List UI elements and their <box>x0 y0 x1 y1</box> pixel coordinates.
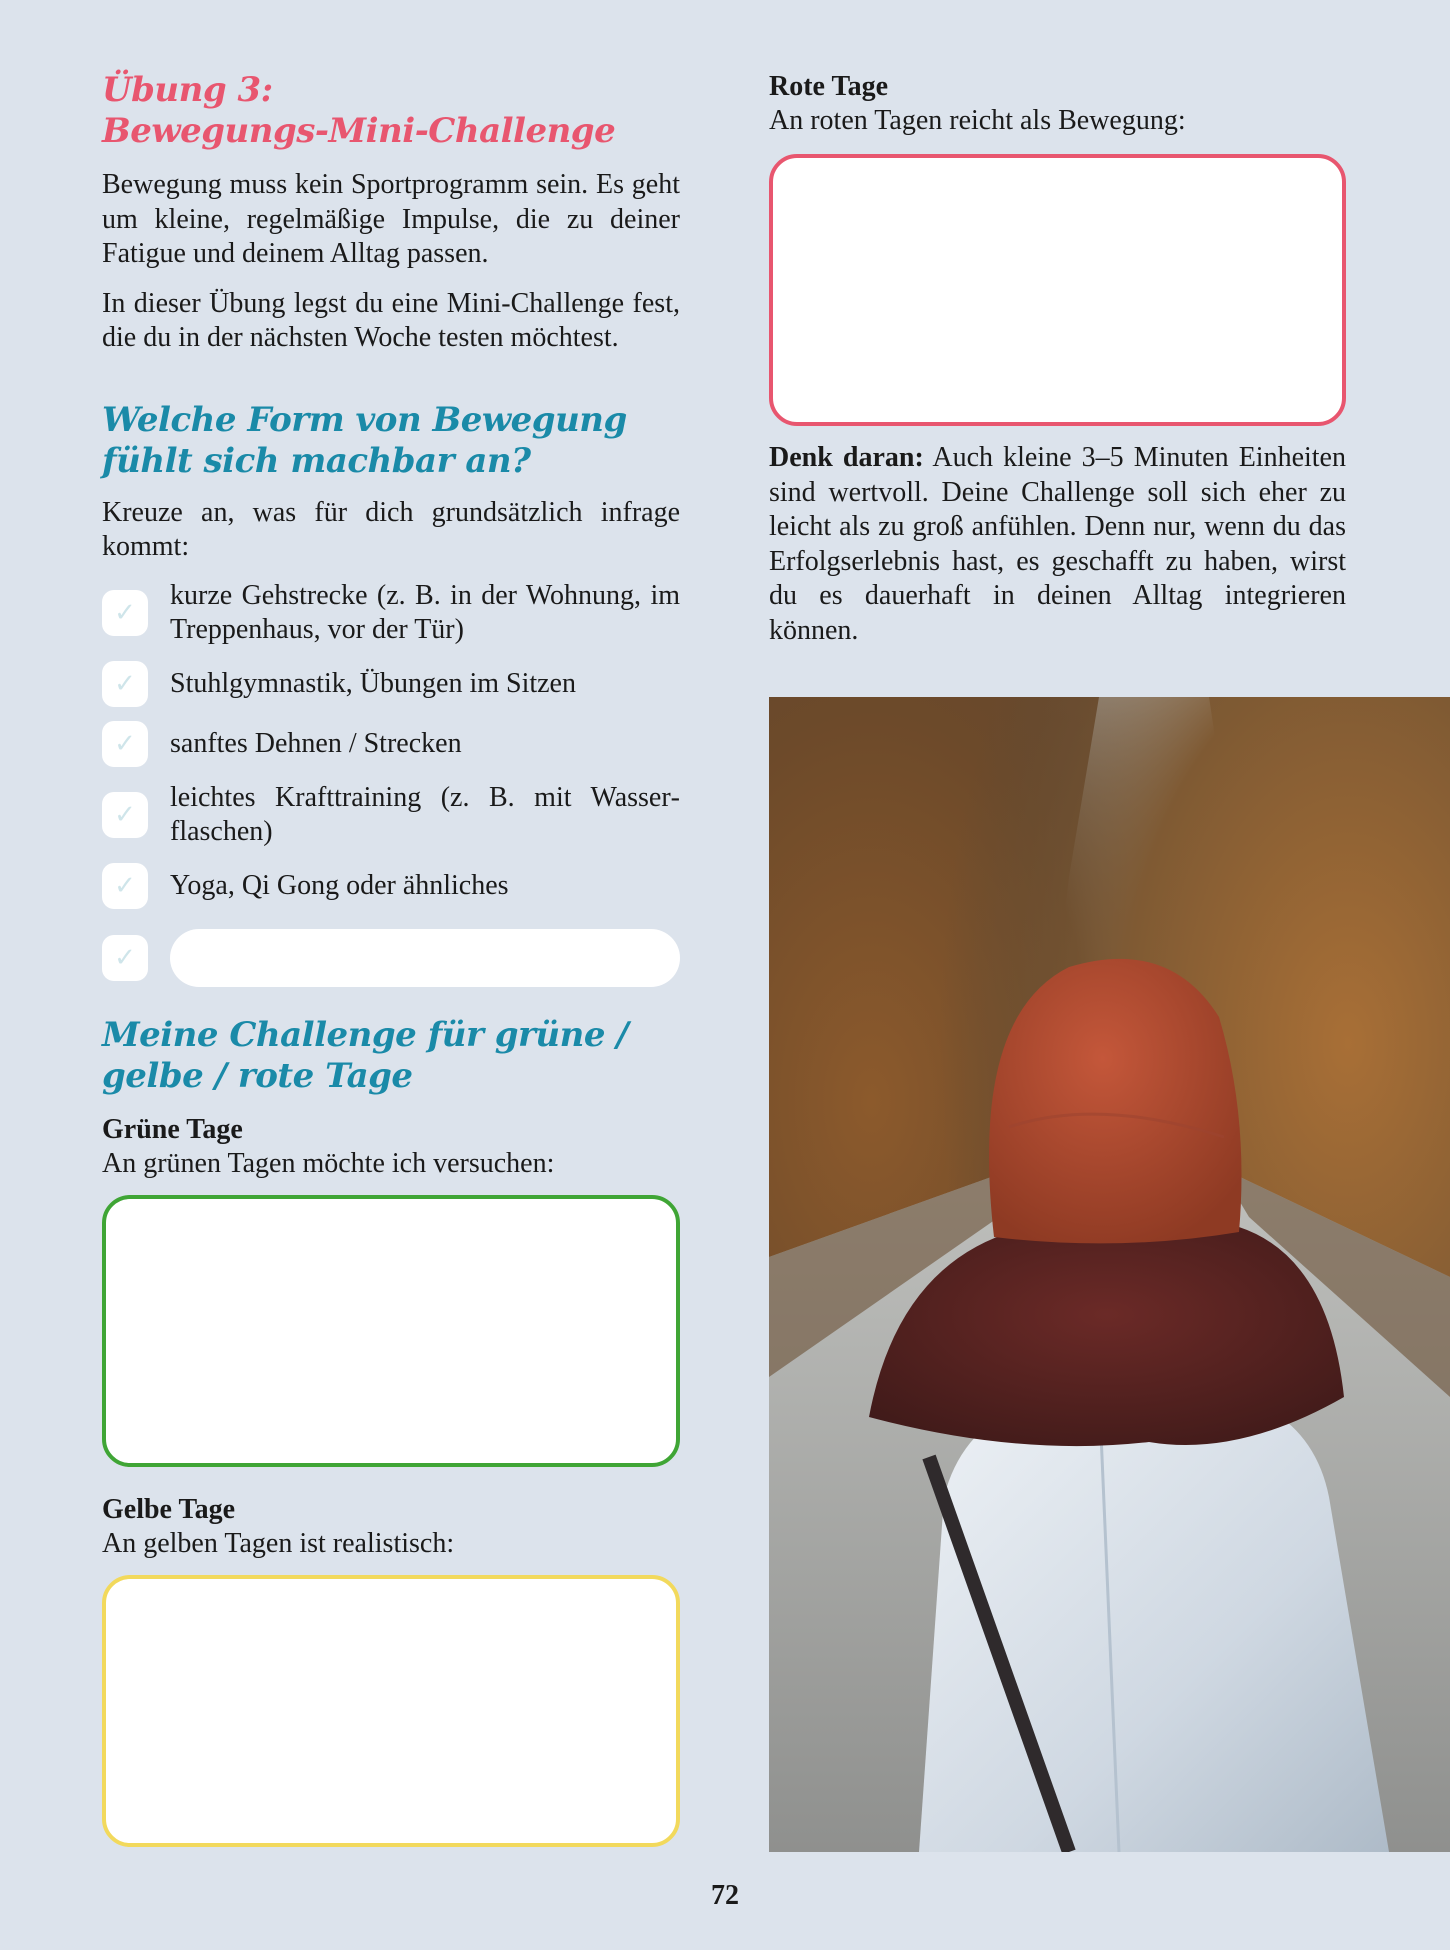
reminder-paragraph <box>769 441 1346 648</box>
green-days-prompt: An grünen Tagen möchte ich versuchen: <box>102 1147 555 1179</box>
checklist-item-chair-gymnastics[interactable] <box>102 661 680 707</box>
yellow-days-prompt: An gelben Tagen ist realistisch: <box>102 1527 455 1559</box>
checklist-item-strength-training[interactable] <box>102 781 680 849</box>
movement-form-heading: Welche Form von Bewegung fühlt sich machbar an? <box>102 399 627 481</box>
checkbox[interactable]: ✓ <box>102 721 148 767</box>
checkbox[interactable]: ✓ <box>102 590 148 636</box>
checklist-label: kurze Gehstrecke (z. B. in der Wohnung, im Treppenhaus, vor der Tür) <box>170 579 680 645</box>
exercise-title-line1: Übung 3: <box>102 70 273 110</box>
yellow-days-label: Gelbe Tage <box>102 1493 236 1525</box>
checkbox[interactable]: ✓ <box>102 935 148 981</box>
checklist-label: sanftes Dehnen / Strecken <box>170 727 462 759</box>
green-days-input-box[interactable] <box>102 1195 680 1467</box>
checklist-item-custom[interactable] <box>102 929 680 987</box>
checkbox[interactable]: ✓ <box>102 863 148 909</box>
intro-paragraph-1: Bewegung muss kein Sportprogramm sein. Es geht um kleine, regelmäßige Impulse, die zu deiner Fatigue und deinem Alltag passen. <box>102 169 680 269</box>
photo-illustration <box>769 697 1450 1852</box>
autumn-walk-photo <box>769 697 1450 1852</box>
red-days-input-box[interactable] <box>769 154 1346 426</box>
right-column <box>769 70 1346 648</box>
left-column <box>102 70 680 1847</box>
challenge-heading: Meine Challenge für grüne / gelbe / rote Tage <box>102 1014 629 1096</box>
custom-option-input[interactable] <box>170 929 680 987</box>
reminder-bold: Denk daran: <box>769 442 924 473</box>
checkbox[interactable]: ✓ <box>102 792 148 838</box>
red-days-section <box>769 70 1346 426</box>
checklist-label: Stuhlgymnastik, Übungen im Sitzen <box>170 667 576 699</box>
checklist-label: Yoga, Qi Gong oder ähnliches <box>170 869 509 901</box>
reminder-text: Auch kleine 3–5 Minuten Einheiten sind wertvoll. Deine Challenge soll sich eher zu leicht als zu groß anfühlen. Denn nur, wenn du das Erfolgserlebnis hast, es geschafft zu haben, wirst du es dauerhaft in deinen Alltag integrieren können. <box>769 442 1346 646</box>
green-days-label: Grüne Tage <box>102 1113 243 1145</box>
checklist-item-stretching[interactable] <box>102 721 680 767</box>
red-days-label: Rote Tage <box>769 71 888 102</box>
movement-form-instruction: Kreuze an, was für dich grundsätzlich infrage kommt: <box>102 496 680 562</box>
intro-paragraph-2: In dieser Übung legst du eine Mini-Challenge fest, die du in der nächsten Woche testen möchtest. <box>102 287 680 353</box>
red-days-prompt: An roten Tagen reicht als Bewegung: <box>769 105 1186 136</box>
yellow-days-input-box[interactable] <box>102 1575 680 1847</box>
checklist-item-walking[interactable] <box>102 579 680 647</box>
checkbox[interactable]: ✓ <box>102 661 148 707</box>
page-number: 72 <box>711 1880 739 1911</box>
checklist-item-yoga[interactable] <box>102 863 680 909</box>
checklist-label: leichtes Krafttraining (z. B. mit Wasserflaschen) <box>170 781 680 847</box>
movement-checklist <box>102 579 680 987</box>
exercise-title-line2: Bewegungs-Mini-Challenge <box>102 111 616 151</box>
yellow-days-section <box>102 1493 680 1847</box>
exercise-title <box>102 70 680 152</box>
green-days-section <box>102 1113 680 1467</box>
